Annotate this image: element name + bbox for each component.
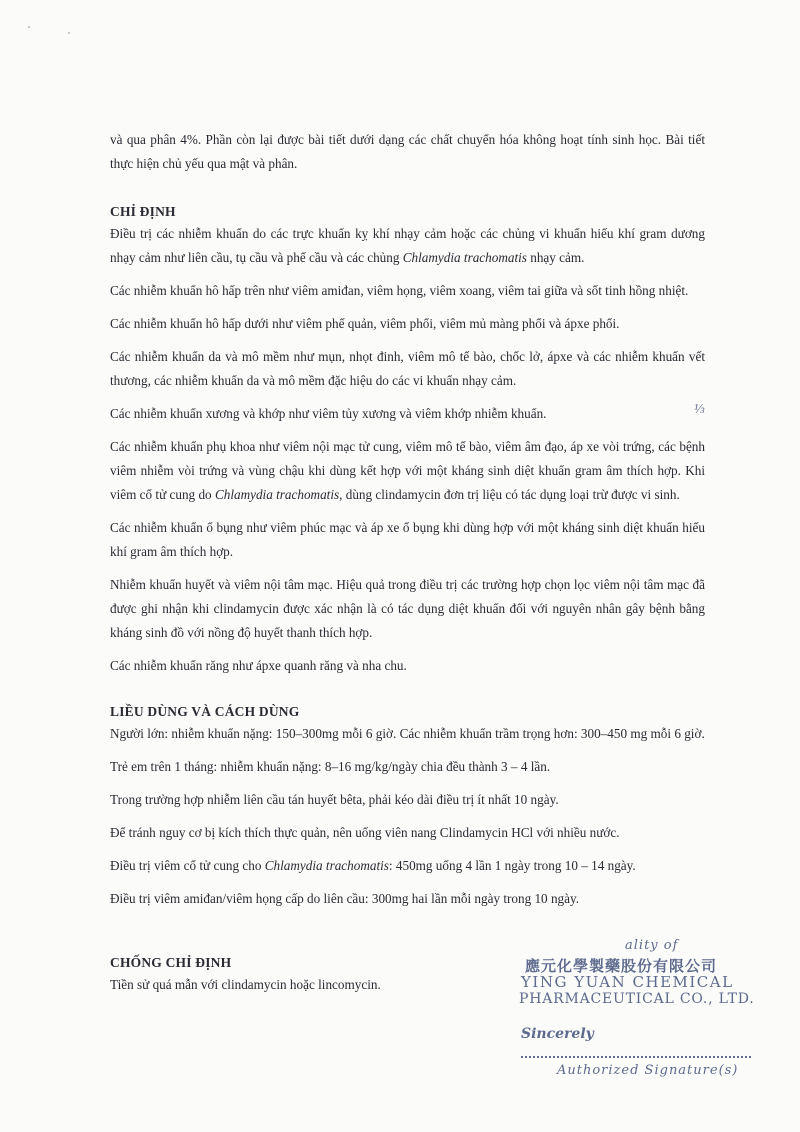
stamp-sincerely: Sincerely (521, 1026, 594, 1042)
chi-dinh-paragraph-5: Các nhiễm khuẩn xương và khớp như viêm tủy xương và viêm khớp nhiễm khuẩn. (110, 406, 547, 421)
chi-dinh-paragraph-9: Các nhiễm khuẩn răng như ápxe quanh răng và nha chu. (110, 658, 407, 673)
stamp-company-english-1: YING YUAN CHEMICAL (521, 973, 734, 991)
stamp-authorized-signature: Authorized Signature(s) (557, 1063, 739, 1078)
chi-dinh-paragraph-7: Các nhiễm khuẩn ổ bụng như viêm phúc mạc và áp xe ổ bụng khi dùng hợp với một kháng sinh diệt khuẩn hiếu khí gram âm thích hợp. (110, 520, 705, 559)
chi-dinh-paragraph-1: Điều trị các nhiễm khuẩn do các trực khuẩn kỵ khí nhạy cảm hoặc các chủng vi khuẩn hiếu khí gram dương nhạy cảm như liên cầu, tụ cầu và phế cầu và các chủng Chlamydia trachomatis nhạy cảm. (110, 226, 705, 265)
document-page (110, 128, 705, 997)
lieu-dung-paragraph-2: Trẻ em trên 1 tháng: nhiễm khuẩn nặng: 8–16 mg/kg/ngày chia đều thành 3 – 4 lần. (110, 759, 551, 774)
lieu-dung-paragraph-6: Điều trị viêm amiđan/viêm họng cấp do liên cầu: 300mg hai lần mỗi ngày trong 10 ngày. (110, 891, 580, 906)
signature-dotted-line (521, 1056, 751, 1058)
lieu-dung-paragraph-1: Người lớn: nhiễm khuẩn nặng: 150–300mg mỗi 6 giờ. Các nhiễm khuẩn trầm trọng hơn: 300–450 mg mỗi 6 giờ. (110, 726, 705, 741)
intro-paragraph: và qua phân 4%. Phần còn lại được bài tiết dưới dạng các chất chuyển hóa không hoạt tính sinh học. Bài tiết thực hiện chủ yếu qua mật và phân. (110, 132, 705, 171)
stamp-company-chinese: 應元化學製藥股份有限公司 (525, 957, 718, 975)
chi-dinh-paragraph-6: Các nhiễm khuẩn phụ khoa như viêm nội mạc tử cung, viêm mô tế bào, viêm âm đạo, áp xe vòi trứng, các bệnh viêm nhiễm vòi trứng và vùng chậu khi dùng kết hợp với một kháng sinh diệt khuẩn gram âm thích hợp. Khi viêm cổ tử cung do Chlamydia trachomatis, dùng clindamycin đơn trị liệu có tác dụng loại trừ được vi sinh. (110, 439, 705, 502)
chong-chi-dinh-paragraph-1: Tiền sử quá mẫn với clindamycin hoặc lincomycin. (110, 977, 381, 992)
chi-dinh-paragraph-8: Nhiễm khuẩn huyết và viêm nội tâm mạc. Hiệu quả trong điều trị các trường hợp chọn lọc viêm nội tâm mạc đã được ghi nhận khi clindamycin được xác nhận là có tác dụng diệt khuẩn đối với nguyên nhân gây bệnh bằng kháng sinh đồ với nồng độ huyết thanh thích hợp. (110, 577, 705, 640)
section-heading-chi-dinh: CHỈ ĐỊNH (110, 204, 176, 219)
scan-speck (28, 26, 30, 28)
chi-dinh-paragraph-3: Các nhiễm khuẩn hô hấp dưới như viêm phế quản, viêm phổi, viêm mủ màng phổi và ápxe phổi. (110, 316, 620, 331)
stamp-top-line: ality of (625, 938, 679, 953)
scan-speck (68, 32, 70, 34)
chi-dinh-paragraph-4: Các nhiễm khuẩn da và mô mềm như mụn, nhọt đinh, viêm mô tế bào, chốc lở, ápxe và các nhiễm khuẩn vết thương, các nhiễm khuẩn da và mô mềm đặc hiệu do các vi khuẩn nhạy cảm. (110, 349, 705, 388)
stamp-company-english-2: PHARMACEUTICAL CO., LTD. (519, 991, 755, 1007)
lieu-dung-paragraph-5: Điều trị viêm cổ tử cung cho Chlamydia trachomatis: 450mg uống 4 lần 1 ngày trong 10 – 14 ngày. (110, 858, 636, 873)
handwritten-margin-mark: ⅓ (694, 402, 705, 417)
section-heading-lieu-dung: LIỀU DÙNG VÀ CÁCH DÙNG (110, 704, 300, 719)
chi-dinh-paragraph-2: Các nhiễm khuẩn hô hấp trên như viêm amiđan, viêm họng, viêm xoang, viêm tai giữa và sốt tinh hồng nhiệt. (110, 283, 689, 298)
section-heading-chong-chi-dinh: CHỐNG CHỈ ĐỊNH (110, 955, 232, 970)
lieu-dung-paragraph-4: Để tránh nguy cơ bị kích thích thực quản, nên uống viên nang Clindamycin HCl với nhiều nước. (110, 825, 620, 840)
lieu-dung-paragraph-3: Trong trường hợp nhiễm liên cầu tán huyết bêta, phải kéo dài điều trị ít nhất 10 ngày. (110, 792, 559, 807)
